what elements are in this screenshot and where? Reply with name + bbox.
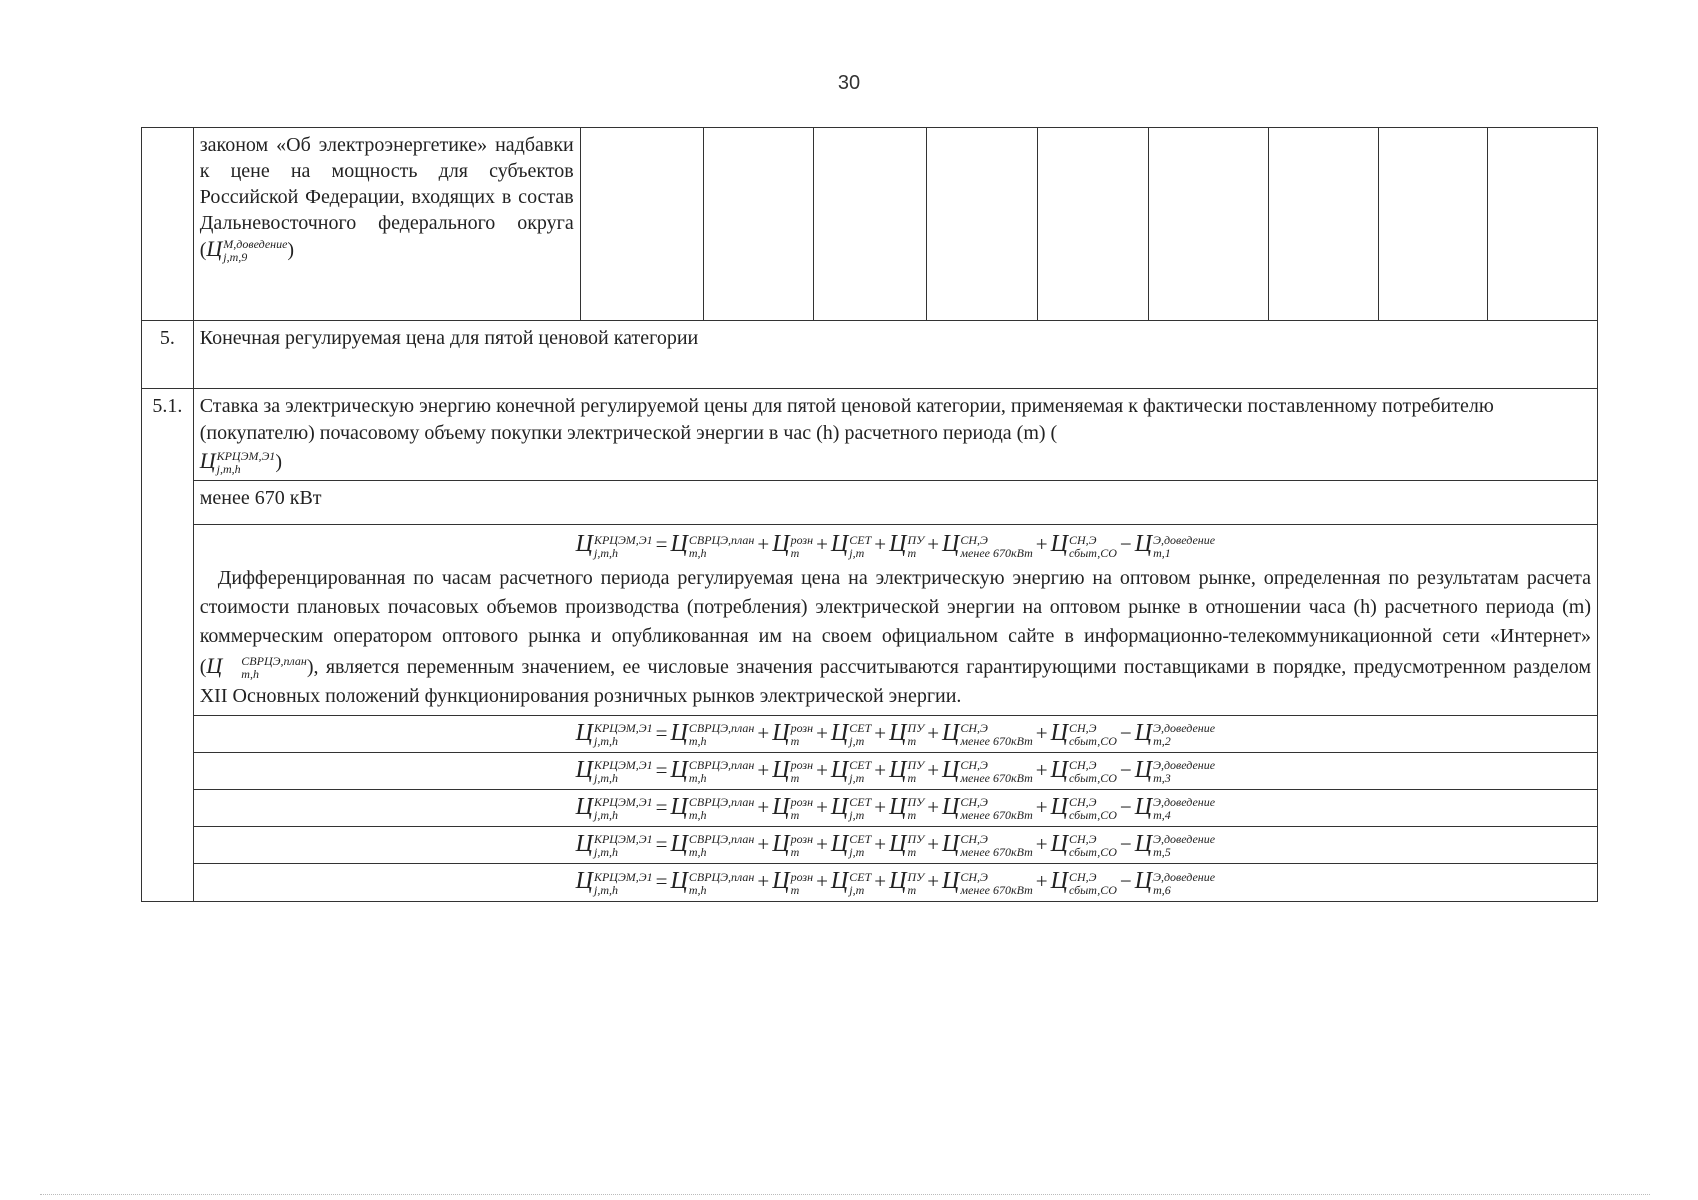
formula-operator: + [757, 757, 770, 782]
formula-operator: + [1035, 757, 1048, 782]
formula-operator: + [757, 869, 770, 894]
page-number: 30 [837, 72, 861, 94]
formula-6 [193, 864, 1597, 901]
formula-term: Ц Э,доведение m,1 [1134, 531, 1216, 560]
formula-term: Ц СН,Э сбыт,СО [1050, 756, 1117, 785]
formula-operator: − [1119, 720, 1132, 745]
formula-operator: + [927, 794, 940, 819]
value-cell [1378, 128, 1488, 321]
formula-operator: + [1035, 832, 1048, 857]
tariff-table [141, 127, 1598, 902]
formula-operator: − [1119, 757, 1132, 782]
formula-term: Ц СН,Э сбыт,СО [1050, 719, 1117, 748]
table-row-formula [142, 752, 1598, 789]
formula-operator: + [927, 757, 940, 782]
formula-operator: + [874, 794, 887, 819]
value-cell [1148, 128, 1268, 321]
formula-term: Ц ПУ m [889, 719, 925, 748]
formula-operator: + [927, 532, 940, 557]
formula-term: Ц розн m [772, 868, 814, 897]
formula-operator: + [927, 720, 940, 745]
formula-term: Ц ПУ m [889, 868, 925, 897]
formula-term: Ц СВРЦЭ,план m,h [670, 868, 755, 897]
formula-operator: + [874, 720, 887, 745]
formula-term: Ц СН,Э менее 670кВт [942, 793, 1033, 823]
formula-operator: + [757, 720, 770, 745]
row-title: Конечная регулируемая цена для пятой ценовой категории [193, 321, 1597, 389]
formula-term: Ц розн m [772, 756, 814, 785]
value-cell [1488, 128, 1598, 321]
formula-operator: + [816, 832, 828, 857]
description-cell: законом «Об электроэнергетике» надбавки к цене на мощность для субъектов Российской Федерации, входящих в состав Дальневосточного федерального округа (Ц М,доведение j,m,9 ) [193, 128, 580, 321]
formula-term: Ц ПУ m [889, 756, 925, 785]
table-row-5 [142, 321, 1598, 389]
formula-operator: − [1119, 869, 1132, 894]
value-cell [813, 128, 927, 321]
formula-operator: − [1119, 532, 1132, 557]
formula-operator: + [816, 869, 828, 894]
value-cell [703, 128, 813, 321]
continuation-text: законом «Об электроэнергетике» надбавки к цене на мощность для субъектов Российской Федерации, входящих в состав Дальневосточного федерального округа ( [199, 134, 574, 261]
formula-term: Ц СВРЦЭ,план m,h [670, 531, 755, 560]
formula-term: Ц КРЦЭМ,Э1 j,m,h [575, 831, 653, 860]
formula-term: Ц СН,Э сбыт,СО [1050, 868, 1117, 897]
formula-operator: + [816, 757, 828, 782]
formula-term: Ц СЕТ j,m [830, 831, 872, 860]
value-cell [927, 128, 1038, 321]
paragraph: Дифференцированная по часам расчетного периода регулируемая цена на электрическую энергию на оптовом рынке, определенная по результатам расчета стоимости плановых почасовых объемов производства (потребления) электрической энергии на оптовом рынке в отношении часа (h) расчетного периода (m) коммерческим оператором оптового рынка и опубликованная им на своем официальном сайте в информационно-телекоммуникационной сети «Интернет» (Ц СВРЦЭ,план m,h ), является переменным значением, ее числовые значения рассчитываются гарантирующими поставщиками в порядке, предусмотренном разделом XII Основных положений функционирования розничных рынков электрической энергии. [199, 566, 1591, 707]
formula-operator: + [927, 869, 940, 894]
formula-operator: + [874, 532, 887, 557]
formula-term: Ц СВРЦЭ,план m,h [670, 831, 755, 860]
formula-operator: − [1119, 794, 1132, 819]
formula-term: Ц СЕТ j,m [830, 868, 872, 897]
formula-operator: + [1035, 532, 1048, 557]
formula-term: Ц Э,доведение m,3 [1134, 756, 1216, 785]
table-row-formula [142, 789, 1598, 826]
formula-term: Ц КРЦЭМ,Э1 j,m,h [575, 719, 653, 748]
formula-term: Ц розн m [772, 531, 814, 560]
formula-term: Ц СВРЦЭ,план m,h [670, 756, 755, 785]
formula-term: Ц СН,Э сбыт,СО [1050, 831, 1117, 860]
formula-term: Ц ПУ m [889, 531, 925, 560]
formula-operator: + [874, 832, 887, 857]
table-row-subheading [142, 481, 1598, 525]
formula-operator: = [655, 794, 668, 819]
formula-term: Ц КРЦЭМ,Э1 j,m,h [575, 531, 653, 560]
formula-term: Ц СН,Э менее 670кВт [942, 831, 1033, 860]
formula-term: Ц КРЦЭМ,Э1 j,m,h [575, 756, 653, 785]
scan-artifact-line [40, 1194, 1650, 1196]
formula-term: Ц СЕТ j,m [830, 793, 872, 823]
formula-term: Ц Э,доведение m,6 [1134, 868, 1216, 897]
row-description: Ставка за электрическую энергию конечной регулируемой цены для пятой ценовой категории, применяемая к фактически поставленному потребителю (покупателю) почасовому объему покупки электрической энергии в час (h) расчетного периода (m) ( Ц КРЦЭМ,Э1 j,m,h ) [193, 389, 1597, 481]
formula-term: Ц СВРЦЭ,план m,h [670, 719, 755, 748]
formula-term: Ц СН,Э менее 670кВт [942, 756, 1033, 785]
row-number: 5. [142, 321, 194, 389]
formula-term: Ц СЕТ j,m [830, 756, 872, 785]
formula-operator: + [874, 757, 887, 782]
value-cell [580, 128, 703, 321]
subheading: менее 670 кВт [193, 481, 1597, 525]
formula-term: Ц СН,Э менее 670кВт [942, 719, 1033, 748]
formula-term: Ц КРЦЭМ,Э1 j,m,h [575, 793, 653, 823]
formula-operator: = [655, 832, 668, 857]
formula-term: Ц Э,доведение m,4 [1134, 793, 1216, 823]
formula-operator: + [757, 532, 770, 557]
formula-operator: + [927, 832, 940, 857]
table-row-formula [142, 864, 1598, 901]
formula-term: Ц СН,Э менее 670кВт [942, 531, 1033, 560]
formula-operator: = [655, 869, 668, 894]
formula-term: Ц розн m [772, 719, 814, 748]
formula-operator: + [816, 720, 828, 745]
formula-term: Ц СВРЦЭ,план m,h [670, 793, 755, 823]
formula-4 [193, 789, 1597, 826]
formula-3 [193, 752, 1597, 789]
formula-5 [193, 827, 1597, 864]
formula-term: Ц СЕТ j,m [830, 531, 872, 560]
formula-term: Ц СН,Э сбыт,СО [1050, 793, 1117, 823]
formula-term: Ц Э,доведение m,2 [1134, 719, 1216, 748]
table-row-5-1 [142, 389, 1598, 481]
table-row-continuation [142, 128, 1598, 321]
formula-operator: + [1035, 794, 1048, 819]
formula-operator: + [816, 794, 828, 819]
formula-operator: = [655, 720, 668, 745]
formula-operator: + [757, 832, 770, 857]
formula-term: Ц ПУ m [889, 793, 925, 823]
formula-term: Ц розн m [772, 831, 814, 860]
table-row-formula [142, 525, 1598, 715]
num-cell [142, 128, 194, 321]
formula-1 [200, 531, 1591, 559]
table-row-formula [142, 715, 1598, 752]
formula-operator: = [655, 532, 668, 557]
formula-term: Ц СН,Э сбыт,СО [1050, 531, 1117, 560]
price-symbol: Ц КРЦЭМ,Э1 j,m,h [199, 448, 276, 477]
formula-term: Ц Э,доведение m,5 [1134, 831, 1216, 860]
formula-operator: + [757, 794, 770, 819]
row-number: 5.1. [142, 389, 194, 902]
value-cell [1038, 128, 1149, 321]
formula-2 [193, 715, 1597, 752]
formula-term: Ц КРЦЭМ,Э1 j,m,h [575, 868, 653, 897]
formula-term: Ц розн m [772, 793, 814, 823]
formula-operator: + [1035, 869, 1048, 894]
formula-operator: + [816, 532, 828, 557]
formula-term: Ц СЕТ j,m [830, 719, 872, 748]
formula-term: Ц СН,Э менее 670кВт [942, 868, 1033, 897]
formula-term: Ц ПУ m [889, 831, 925, 860]
value-cell [1268, 128, 1378, 321]
markup-symbol: Ц М,доведение j,m,9 [206, 236, 288, 265]
formula-operator: = [655, 757, 668, 782]
table-row-formula [142, 827, 1598, 864]
formula-operator: − [1119, 832, 1132, 857]
formula-operator: + [874, 869, 887, 894]
formula-operator: + [1035, 720, 1048, 745]
